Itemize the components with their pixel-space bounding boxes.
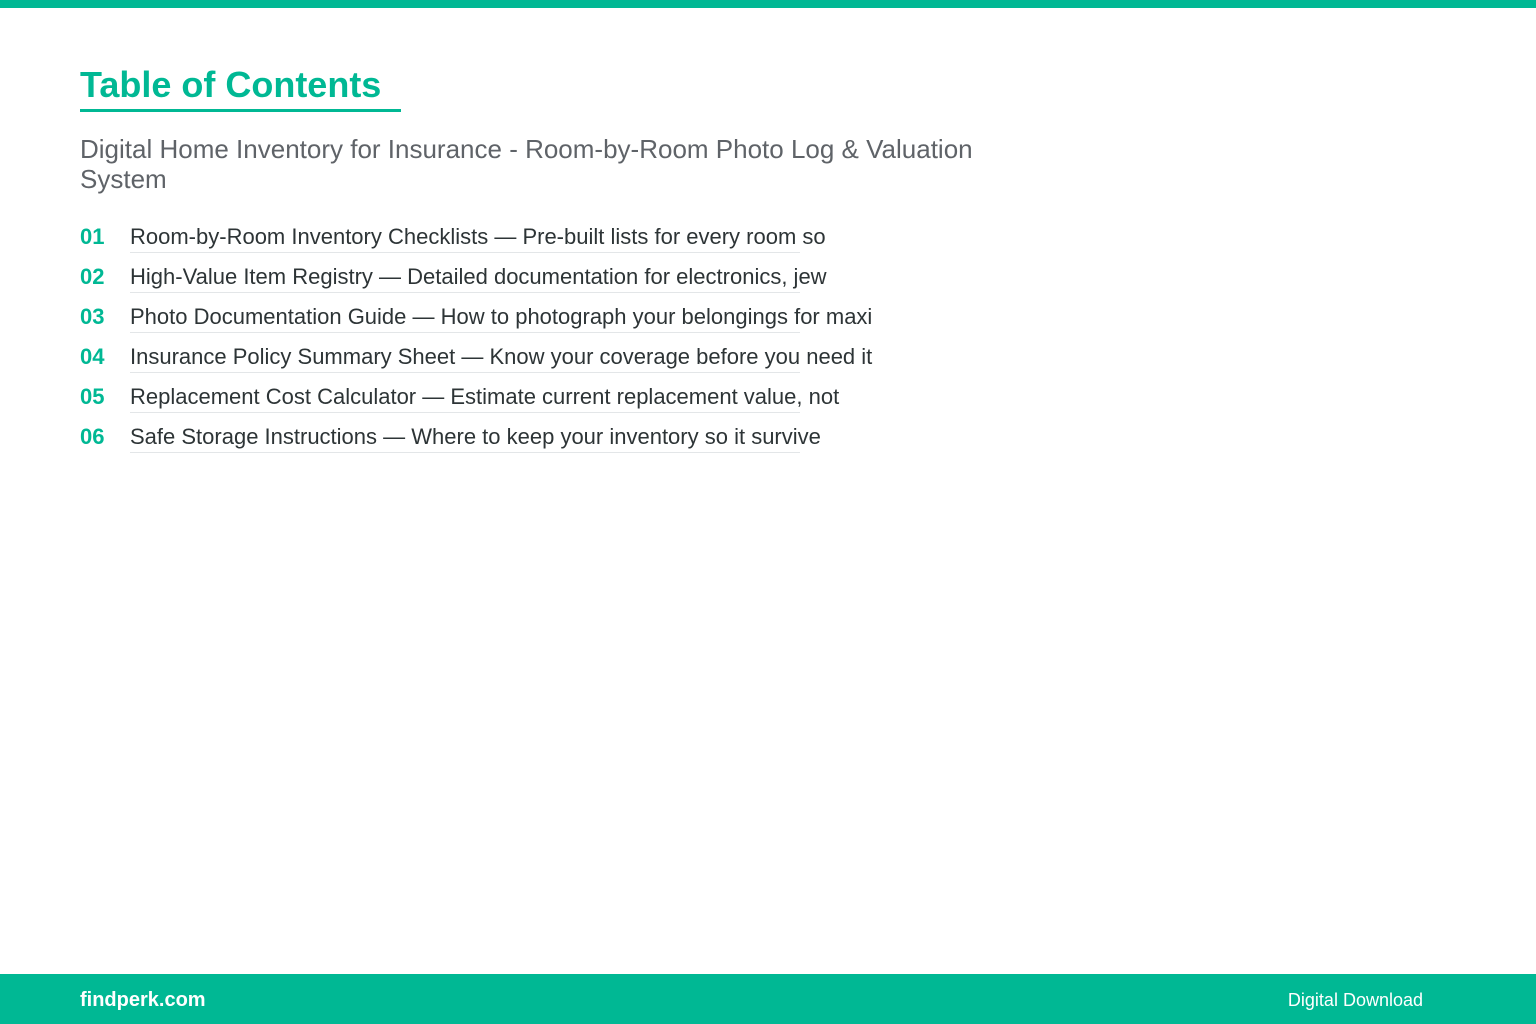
toc-item-title[interactable]: Insurance Policy Summary Sheet — Know your coverage before you need it (130, 344, 873, 369)
toc-item-number: 04 (80, 344, 105, 369)
toc-item-title[interactable]: Safe Storage Instructions — Where to keep your inventory so it survive (130, 424, 821, 449)
toc-item[interactable] (80, 378, 900, 418)
footer-brand[interactable]: findperk.com (80, 989, 206, 1011)
toc-item-title[interactable]: Room-by-Room Inventory Checklists — Pre-built lists for every room so (130, 224, 826, 249)
toc-item-title[interactable]: Photo Documentation Guide — How to photograph your belongings for maxi (130, 304, 873, 329)
toc-item-number: 01 (80, 224, 105, 249)
document-subtitle: Digital Home Inventory for Insurance - Room-by-Room Photo Log & Valuation System (80, 134, 973, 194)
toc-item-number: 06 (80, 424, 105, 449)
toc-item-title[interactable]: Replacement Cost Calculator — Estimate current replacement value, not (130, 384, 840, 409)
toc-item[interactable] (80, 218, 900, 258)
toc-item-number: 02 (80, 264, 105, 289)
toc-item[interactable] (80, 298, 900, 338)
footer-bar (0, 974, 1536, 1024)
toc-item-divider (130, 412, 800, 413)
toc-item-divider (130, 332, 800, 333)
toc-item-divider (130, 452, 800, 453)
title-underline (80, 109, 401, 112)
page-title: Table of Contents (80, 64, 382, 105)
toc-list (80, 218, 900, 458)
footer-tag: Digital Download (1287, 990, 1423, 1010)
top-accent-bar (0, 0, 1536, 8)
toc-item-divider (130, 252, 800, 253)
toc-item[interactable] (80, 338, 900, 378)
toc-item-number: 03 (80, 304, 105, 329)
toc-item-title[interactable]: High-Value Item Registry — Detailed documentation for electronics, jew (130, 264, 827, 289)
toc-item[interactable] (80, 258, 900, 298)
toc-item-divider (130, 372, 800, 373)
toc-item-divider (130, 292, 800, 293)
toc-item[interactable] (80, 418, 900, 458)
toc-item-number: 05 (80, 384, 105, 409)
